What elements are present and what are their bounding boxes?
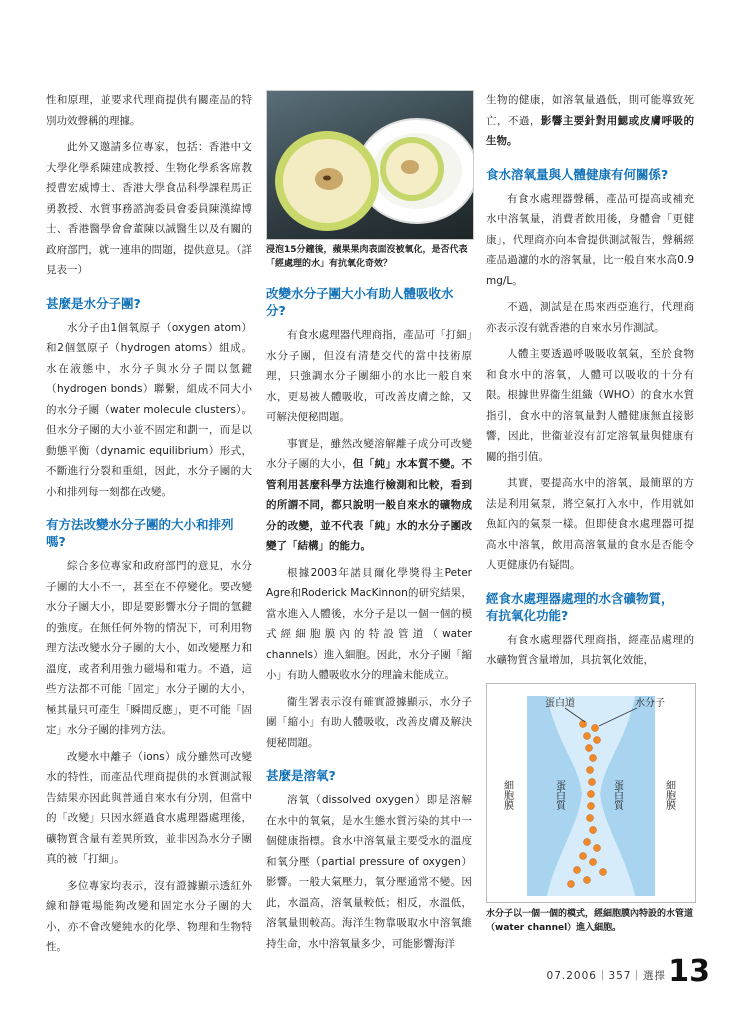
water-channel-diagram: [486, 683, 696, 903]
paragraph: 有食水處理器代理商指，經產品處理的水礦物質含量增加，具抗氧化效能，: [486, 633, 694, 666]
label-membrane-right: 細胞膜: [663, 779, 675, 810]
section-heading: 改變水分子團大小有助人體吸收水分?: [266, 286, 454, 318]
paragraph: 根據2003年諾貝爾化學獎得主Peter Agre和Roderick MacKinnon的研究結果，當水進入人體後，水分子是以一個一個的模式經細胞膜內的特設管道（water channels）進入細胞。因此，水分子團「縮小」有助人體吸收水分的理論未能成立。: [266, 566, 472, 681]
paragraph: 多位專家均表示，沒有證據顯示透紅外線和靜電場能夠改變和固定水分子團的大小，亦不會改變純水的化學、物理和生物特性。: [46, 879, 252, 953]
water-channel-svg: [487, 684, 695, 902]
paragraph: 性和原理，並要求代理商提供有關產品的特別功效聲稱的理據。: [46, 94, 252, 127]
paragraph: [486, 90, 694, 152]
paragraph: [266, 434, 472, 557]
paragraph: 溶氧（dissolved oxygen）即是溶解在水中的氧氣，是水生態水質污染的其中一個健康指標。食水中溶氧量主要受水的溫度和氧分壓（partial pressure of oxygen）影響。一般大氣壓力，氧分壓通常不變。因此，水溫高，溶氧量較低；相反，水溫低，溶氧量則較高。海洋生物靠吸取水中溶氧維持生命，水中溶氧量多少，可能影響海洋: [266, 794, 472, 950]
label-protein-left: 蛋白質: [553, 779, 565, 810]
label-water: 水分子: [635, 697, 665, 709]
heading-line: 有抗氧化功能?: [486, 607, 569, 623]
paragraph-text: 生物的健康，如溶氧量過低，則可能導致死亡，不過，: [486, 94, 694, 127]
paragraph-bold: 影響主要針對用鰓或皮膚呼吸的生物。: [486, 114, 695, 147]
page-footer: [440, 954, 710, 989]
photo-caption: 浸泡15分鐘後，蘋果果肉表面沒被氧化，是否代表「經處理的水」有抗氧化奇效？: [266, 245, 468, 269]
paragraph-bold: 但「純」水本質不變。不管利用甚麼科學方法進行檢測和比較，看到的所謂不同，都只說明一般自來水的礦物成分的改變，並不代表「純」水的水分子團改變了「結構」的能力。: [266, 458, 473, 552]
section-heading: 食水溶氧量與人體健康有何關係?: [486, 166, 669, 182]
paragraph: 人體主要透過呼吸吸收氧氣，至於食物和食水中的溶氧，人體可以吸收的十分有限。根據世界衞生組織（WHO）的食水水質指引，食水中的溶氧量對人體健康無直接影響，因此，世衞並沒有訂定溶氧量與健康有關的指引值。: [486, 348, 694, 463]
paragraph-text: 事實是，雖然改變溶解離子成分可改變水分子團的大小，: [266, 437, 472, 470]
page-number: 13: [668, 954, 710, 989]
apple-photo: [266, 90, 474, 240]
paragraph: 改變水中離子（ions）成分雖然可改變水的特性，而產品代理商提供的水質測試報告結果亦因此與普通自來水有分別，但當中的「改變」只因水經過食水處理器處理後，礦物質含量有差異所致，並非因為水分子團真的被「打細」。: [46, 750, 252, 865]
paragraph: 綜合多位專家和政府部門的意見，水分子團的大小不一，甚至在不停變化。要改變水分子團大小，即是要影響水分子間的氫鍵的強度。在無任何外物的情況下，可利用物理方法改變水分子團的大小，如改變壓力和溫度，或者利用強力磁場和電力。不過，這些方法都不可能「固定」水分子團的大小，極其量只可產生「瞬間反應」，更不可能「固定」水分子團的排列方法。: [46, 560, 252, 736]
section-heading: [486, 590, 694, 624]
section-heading: 甚麼是水分子團?: [46, 295, 141, 311]
column-2: [266, 90, 472, 960]
section-heading: 甚麼是溶氧?: [266, 768, 336, 783]
column-1: [46, 90, 252, 964]
paragraph: 衞生署表示沒有確實證據顯示，水分子團「縮小」有助人體吸收，改善皮膚及解決便秘問題。: [266, 695, 472, 749]
heading-line: 經食水處理器處理的水含礦物質，: [486, 590, 674, 606]
paragraph: 不過，測試是在馬來西亞進行，代理商亦表示沒有就香港的自來水另作測試。: [486, 301, 694, 334]
apple-illustration: [267, 91, 473, 239]
issue-info: 07.2006｜357｜選擇: [546, 970, 666, 982]
paragraph: 此外又邀請多位專家，包括：香港中文大學化學系陳建成教授、生物化學系客席教授曹宏威博士、香港大學食品科學課程馬正勇教授、水質事務諮詢委員會委員陳漢緯博士、香港醫學會會董陳以誠醫生以及有關的政府部門，就一連串的問題，提供意見。（詳見表一）: [46, 141, 252, 276]
paragraph: 其實，要提高水中的溶氧，最簡單的方法是利用氣泵，將空氣打入水中，作用就如魚缸內的氣泵一樣。但即使食水處理器可提高水中溶氧，飲用高溶氧量的食水是否能令人更健康仍有疑問。: [486, 477, 694, 571]
figure-caption: 水分子以一個一個的模式，經細胞膜內特設的水管道（water channel）進入細胞。: [486, 908, 694, 933]
label-protein-right: 蛋白質: [611, 779, 623, 810]
column-3: [486, 90, 694, 935]
paragraph: 有食水處理器代理商指，產品可「打細」水分子團，但沒有清楚交代的當中技術原理，只強調水分子團細小的水比一般自來水，更易被人體吸收，可改善皮膚之餘，又可解決便秘問題。: [266, 329, 472, 423]
paragraph: 水分子由1個氧原子（oxygen atom）和2個氫原子（hydrogen atoms）組成。水在液態中，水分子與水分子間以氫鍵（hydrogen bonds）聯繫，組成不同大小的水分子團（water molecule clusters）。但水分子團的大小並不固定和劃一，而是以動態平衡（dynamic equilibrium）形式，不斷進行分裂和重組，因此，水分子團的大小和排列每一刻都在改變。: [46, 321, 252, 498]
paragraph: 有食水處理器聲稱，產品可提高或補充水中溶氧量，消費者飲用後，身體會「更健康」，代理商亦向本會提供測試報告，聲稱經產品過濾的水的溶氧量，比一般自來水高0.9 mg/L。: [486, 192, 694, 287]
label-channel: 蛋白道: [545, 697, 575, 709]
section-heading: 有方法改變水分子團的大小和排列嗎?: [46, 517, 234, 549]
label-membrane-left: 細胞膜: [501, 779, 513, 810]
